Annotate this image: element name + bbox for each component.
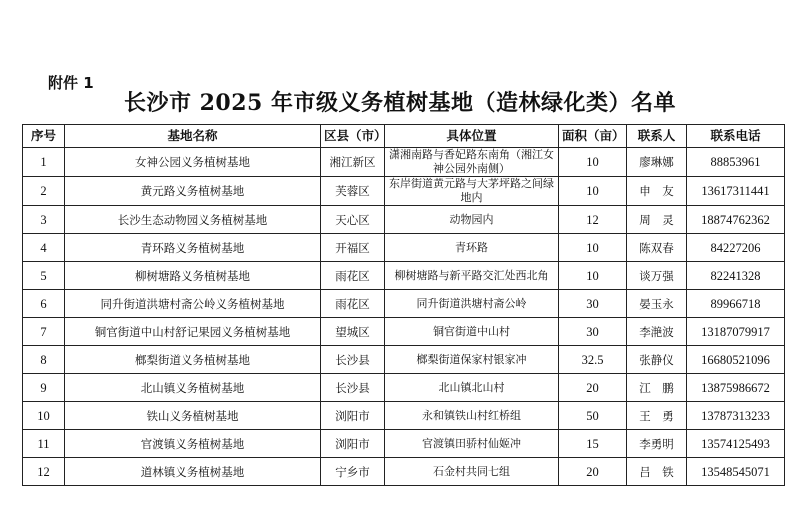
table-row xyxy=(23,206,785,234)
cell-contact-person: 吕 铁 xyxy=(627,458,687,486)
cell-location: 榔梨街道保家村银家冲 xyxy=(385,346,559,374)
cell-contact-person: 张静仪 xyxy=(627,346,687,374)
cell-location: 北山镇北山村 xyxy=(385,374,559,402)
table-row xyxy=(23,262,785,290)
cell-contact-person: 王 勇 xyxy=(627,402,687,430)
header-cell: 区县（市） xyxy=(321,125,385,148)
cell-base-name: 铁山义务植树基地 xyxy=(65,402,321,430)
table-row xyxy=(23,346,785,374)
cell-contact-person: 周 灵 xyxy=(627,206,687,234)
table-row xyxy=(23,290,785,318)
cell-serial-number: 10 xyxy=(23,402,65,430)
cell-area: 10 xyxy=(559,177,627,206)
cell-serial-number: 4 xyxy=(23,234,65,262)
cell-district: 雨花区 xyxy=(321,290,385,318)
cell-contact-phone: 89966718 xyxy=(687,290,785,318)
cell-district: 开福区 xyxy=(321,234,385,262)
cell-area: 20 xyxy=(559,374,627,402)
cell-district: 浏阳市 xyxy=(321,430,385,458)
cell-district: 芙蓉区 xyxy=(321,177,385,206)
cell-contact-phone: 13787313233 xyxy=(687,402,785,430)
table-row xyxy=(23,374,785,402)
cell-location: 铜官街道中山村 xyxy=(385,318,559,346)
cell-district: 天心区 xyxy=(321,206,385,234)
cell-base-name: 黄元路义务植树基地 xyxy=(65,177,321,206)
cell-contact-phone: 13875986672 xyxy=(687,374,785,402)
cell-serial-number: 7 xyxy=(23,318,65,346)
cell-location: 永和镇铁山村红桥组 xyxy=(385,402,559,430)
cell-serial-number: 11 xyxy=(23,430,65,458)
cell-location: 青环路 xyxy=(385,234,559,262)
cell-base-name: 柳树塘路义务植树基地 xyxy=(65,262,321,290)
table-row xyxy=(23,430,785,458)
cell-contact-person: 李勇明 xyxy=(627,430,687,458)
cell-serial-number: 12 xyxy=(23,458,65,486)
cell-contact-phone: 13617311441 xyxy=(687,177,785,206)
cell-contact-person: 江 鹏 xyxy=(627,374,687,402)
cell-area: 30 xyxy=(559,318,627,346)
planting-base-table xyxy=(22,124,785,486)
cell-district: 宁乡市 xyxy=(321,458,385,486)
cell-base-name: 同升街道洪塘村斋公岭义务植树基地 xyxy=(65,290,321,318)
cell-area: 30 xyxy=(559,290,627,318)
cell-area: 32.5 xyxy=(559,346,627,374)
cell-area: 50 xyxy=(559,402,627,430)
cell-area: 10 xyxy=(559,262,627,290)
table-row xyxy=(23,234,785,262)
cell-serial-number: 1 xyxy=(23,148,65,177)
cell-area: 10 xyxy=(559,234,627,262)
cell-location: 东岸街道黄元路与大茅坪路之间绿地内 xyxy=(385,177,559,206)
table-row xyxy=(23,318,785,346)
cell-contact-phone: 88853961 xyxy=(687,148,785,177)
cell-base-name: 道林镇义务植树基地 xyxy=(65,458,321,486)
cell-area: 12 xyxy=(559,206,627,234)
cell-contact-person: 申 友 xyxy=(627,177,687,206)
cell-base-name: 榔梨街道义务植树基地 xyxy=(65,346,321,374)
cell-district: 雨花区 xyxy=(321,262,385,290)
cell-base-name: 官渡镇义务植树基地 xyxy=(65,430,321,458)
table-row xyxy=(23,148,785,177)
cell-location: 石金村共同七组 xyxy=(385,458,559,486)
header-cell: 联系人 xyxy=(627,125,687,148)
cell-district: 湘江新区 xyxy=(321,148,385,177)
cell-location: 柳树塘路与新平路交汇处西北角 xyxy=(385,262,559,290)
cell-contact-phone: 13548545071 xyxy=(687,458,785,486)
cell-contact-person: 谈万强 xyxy=(627,262,687,290)
header-cell: 联系电话 xyxy=(687,125,785,148)
cell-contact-person: 晏玉永 xyxy=(627,290,687,318)
cell-serial-number: 2 xyxy=(23,177,65,206)
cell-district: 长沙县 xyxy=(321,346,385,374)
cell-serial-number: 8 xyxy=(23,346,65,374)
cell-serial-number: 5 xyxy=(23,262,65,290)
cell-location: 潇湘南路与香妃路东南角（湘江女神公园外南侧） xyxy=(385,148,559,177)
attachment-label: 附件 1 xyxy=(48,74,94,92)
header-cell: 面积（亩） xyxy=(559,125,627,148)
header-cell: 序号 xyxy=(23,125,65,148)
cell-location: 官渡镇田骄村仙姬冲 xyxy=(385,430,559,458)
cell-serial-number: 9 xyxy=(23,374,65,402)
cell-contact-phone: 18874762362 xyxy=(687,206,785,234)
cell-contact-person: 李滟波 xyxy=(627,318,687,346)
cell-base-name: 长沙生态动物园义务植树基地 xyxy=(65,206,321,234)
cell-serial-number: 3 xyxy=(23,206,65,234)
cell-area: 15 xyxy=(559,430,627,458)
table-row xyxy=(23,458,785,486)
table-header-row xyxy=(23,125,785,148)
cell-contact-phone: 13574125493 xyxy=(687,430,785,458)
cell-serial-number: 6 xyxy=(23,290,65,318)
header-cell: 具体位置 xyxy=(385,125,559,148)
cell-area: 10 xyxy=(559,148,627,177)
cell-base-name: 铜官街道中山村舒记果园义务植树基地 xyxy=(65,318,321,346)
cell-contact-phone: 16680521096 xyxy=(687,346,785,374)
cell-contact-phone: 13187079917 xyxy=(687,318,785,346)
table-row xyxy=(23,402,785,430)
cell-area: 20 xyxy=(559,458,627,486)
cell-location: 动物园内 xyxy=(385,206,559,234)
header-cell: 基地名称 xyxy=(65,125,321,148)
cell-base-name: 女神公园义务植树基地 xyxy=(65,148,321,177)
cell-base-name: 北山镇义务植树基地 xyxy=(65,374,321,402)
cell-district: 浏阳市 xyxy=(321,402,385,430)
cell-base-name: 青环路义务植树基地 xyxy=(65,234,321,262)
cell-location: 同升街道洪塘村斋公岭 xyxy=(385,290,559,318)
cell-contact-phone: 84227206 xyxy=(687,234,785,262)
cell-contact-person: 陈双春 xyxy=(627,234,687,262)
cell-contact-person: 廖琳娜 xyxy=(627,148,687,177)
cell-district: 长沙县 xyxy=(321,374,385,402)
cell-contact-phone: 82241328 xyxy=(687,262,785,290)
table-row xyxy=(23,177,785,206)
cell-district: 望城区 xyxy=(321,318,385,346)
document-title: 长沙市 2025 年市级义务植树基地（造林绿化类）名单 xyxy=(123,90,677,116)
